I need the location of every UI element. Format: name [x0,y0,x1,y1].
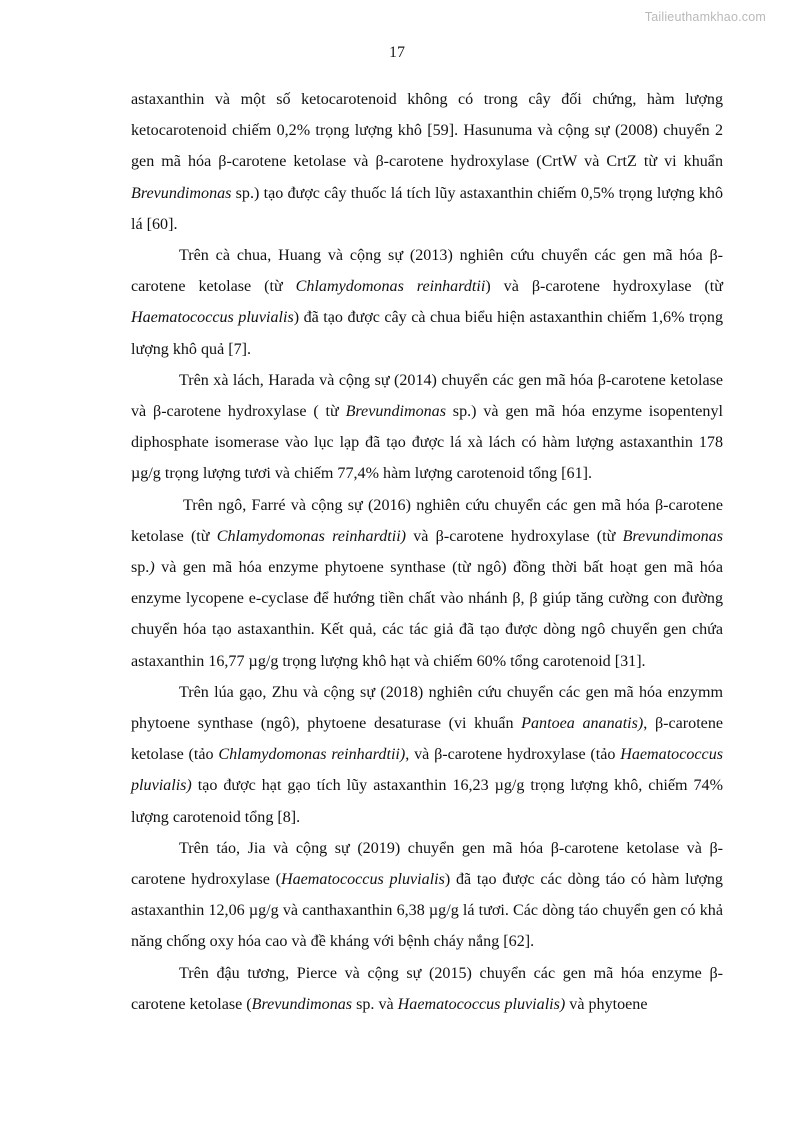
text-run: ) đã tạo được các dòng táo có hàm lượng astaxanthin 12,06 µg/g và canthaxanthin 6,38 µg/g lá tươi. Các dòng táo chuyển gen có khả năng chống oxy hóa cao và đề kháng với bệnh cháy nắng [62]. [131,871,723,951]
text-run: , β-carotene ketolase (tảo [131,715,724,764]
page-number: 17 [389,44,405,61]
species-name: Haematococcus pluvialis [280,871,445,889]
text-run: tạo được hạt gạo tích lũy astaxanthin 16,23 µg/g trọng lượng khô, chiếm 74% lượng carotenoid tổng [8]. [131,777,723,826]
text-run: Trên đậu tương, Pierce và cộng sự (2015) chuyển các gen mã hóa enzyme β-carotene ketolase ( [131,964,723,1013]
paragraph [131,833,723,958]
paragraph [131,84,723,240]
paragraph [131,958,723,1020]
paragraph [131,240,723,365]
text-run: , và β-carotene hydroxylase (tảo [405,746,621,764]
text-run: và gen mã hóa enzyme phytoene synthase (từ ngô) đồng thời bất hoạt gen mã hóa enzyme lycopene e-cyclase để hướng tiền chất vào nhánh β, β giúp tăng cường con đường chuyển hóa tạo astaxanthin. Kết quả, các tác giả đã tạo được dòng ngô chuyển gen chứa astaxanthin 16,77 µg/g trọng lượng khô hạt và chiếm 60% tổng carotenoid [31]. [131,559,723,670]
species-name: Chlamydomonas reinhardtii) [218,746,406,764]
species-name: Brevundimonas [622,527,723,545]
body-text [131,84,723,1020]
text-run: Trên cà chua, Huang và cộng sự (2013) nghiên cứu chuyển các gen mã hóa β-carotene ketolase (từ [131,247,723,296]
species-name: Chlamydomonas reinhardtii [295,278,486,296]
text-run: Trên xà lách, Harada và cộng sự (2014) chuyển các gen mã hóa β-carotene ketolase và β-carotene hydroxylase ( từ [131,371,723,421]
species-name: Haematococcus pluvialis [131,309,294,327]
species-name: Haematococcus pluvialis) [131,746,724,795]
paragraph [131,365,723,490]
text-run: Trên táo, Jia và cộng sự (2019) chuyển gen mã hóa β-carotene ketolase và β-carotene hydroxylase ( [131,839,723,889]
text-run: Trên lúa gạo, Zhu và cộng sự (2018) nghiên cứu chuyển các gen mã hóa enzymm phytoene synthase (ngô), phytoene desaturase (vi khuẩn [131,683,723,733]
watermark-text: Tailieuthamkhao.com [644,10,766,24]
species-name: Haematococcus pluvialis) [397,995,566,1013]
text-run: sp. và [352,995,398,1013]
species-name: Brevundimonas [131,184,232,202]
text-run: sp. [131,559,150,577]
paragraph [131,677,723,833]
paragraph [131,490,723,677]
species-name: Pantoea ananatis) [521,715,644,733]
text-run: ) đã tạo được cây cà chua biểu hiện astaxanthin chiếm 1,6% trọng lượng khô quả [7]. [131,309,723,358]
text-run: sp.) và gen mã hóa enzyme isopentenyl diphosphate isomerase vào lục lạp đã tạo được lá xà lách có hàm lượng astaxanthin 178 µg/g trọng lượng tươi và chiếm 77,4% hàm lượng carotenoid tổng [61]. [131,403,723,483]
text-run: và phytoene [565,995,648,1013]
species-name: Brevundimonas [251,995,353,1013]
text-run: Trên ngô, Farré và cộng sự (2016) nghiên cứu chuyển các gen mã hóa β-carotene ketolase (từ [131,496,723,545]
text-run: astaxanthin và một số ketocarotenoid không có trong cây đối chứng, hàm lượng ketocarotenoid chiếm 0,2% trọng lượng khô [59]. Hasunuma và cộng sự (2008) chuyển 2 gen mã hóa β-carotene ketolase và β-carotene hydroxylase (CrtW và CrtZ từ vi khuẩn [131,91,723,171]
text-run: và β-carotene hydroxylase (từ [406,527,623,545]
text-run: sp.) tạo được cây thuốc lá tích lũy astaxanthin chiếm 0,5% trọng lượng khô lá [60]. [131,184,723,233]
species-name: ) [149,559,155,577]
species-name: Chlamydomonas reinhardtii) [216,527,407,545]
text-run: ) và β-carotene hydroxylase (từ [485,278,723,296]
species-name: Brevundimonas [345,403,446,421]
